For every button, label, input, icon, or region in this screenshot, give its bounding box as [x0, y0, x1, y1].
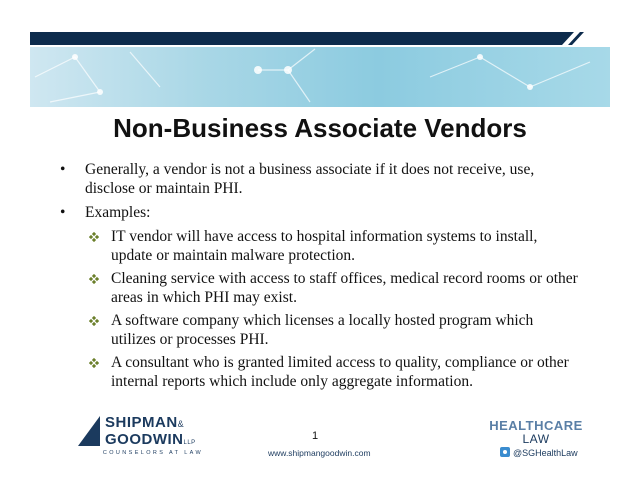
logo-ampersand: & [177, 419, 185, 429]
twitter-icon [500, 447, 510, 457]
logo-llp: LLP [183, 440, 196, 446]
website-link[interactable]: www.shipmangoodwin.com [268, 448, 371, 458]
sail-triangle-icon [78, 416, 102, 446]
sub-bullet-text: IT vendor will have access to hospital information systems to install, update or maintain malware protection. [111, 228, 538, 264]
twitter-handle-text: @SGHealthLaw [513, 448, 578, 458]
bullet-dot-icon: • [60, 204, 66, 221]
sub-bullet-text: A software company which licenses a locally hosted program which utilizes or processes PHI. [111, 312, 534, 348]
sub-bullet-text: Cleaning service with access to staff offices, medical record rooms or other areas in which PHI may exist. [111, 270, 578, 306]
shipman-goodwin-logo [78, 412, 218, 457]
sub-bullet-text: A consultant who is granted limited access to quality, compliance or other internal reports which include only aggregate information. [111, 354, 569, 390]
law-label: LAW [522, 432, 550, 446]
bullet-dot-icon: • [60, 161, 66, 178]
diamond-bullet-icon [89, 316, 99, 326]
bullet-text: Generally, a vendor is not a business associate if it does not receive, use, disclose or maintain PHI. [85, 161, 535, 197]
slide-title: Non-Business Associate Vendors [113, 113, 527, 143]
bullet-text: Examples: [85, 204, 151, 221]
diamond-bullet-icon [89, 274, 99, 284]
sub-bullet-item [58, 311, 578, 349]
healthcare-law-logo [486, 418, 586, 446]
sub-bullet-item [58, 227, 578, 265]
molecule-decoration [30, 47, 610, 107]
top-accent-bar [30, 32, 610, 45]
sub-bullet-item [58, 269, 578, 307]
logo-line1: SHIPMAN [105, 414, 178, 431]
bullet-item [58, 160, 578, 198]
page-number: 1 [312, 430, 319, 442]
bullet-item [58, 203, 578, 222]
top-bar-slash-decoration [548, 32, 610, 45]
bullet-list [58, 160, 578, 395]
diamond-bullet-icon [89, 232, 99, 242]
diamond-bullet-icon [89, 358, 99, 368]
logo-line2: GOODWIN [105, 431, 184, 448]
logo-tagline: COUNSELORS AT LAW [102, 450, 204, 456]
twitter-handle[interactable] [500, 447, 578, 458]
sub-bullet-item [58, 353, 578, 391]
header-banner [30, 47, 610, 107]
healthcare-label: HEALTHCARE [489, 418, 583, 433]
